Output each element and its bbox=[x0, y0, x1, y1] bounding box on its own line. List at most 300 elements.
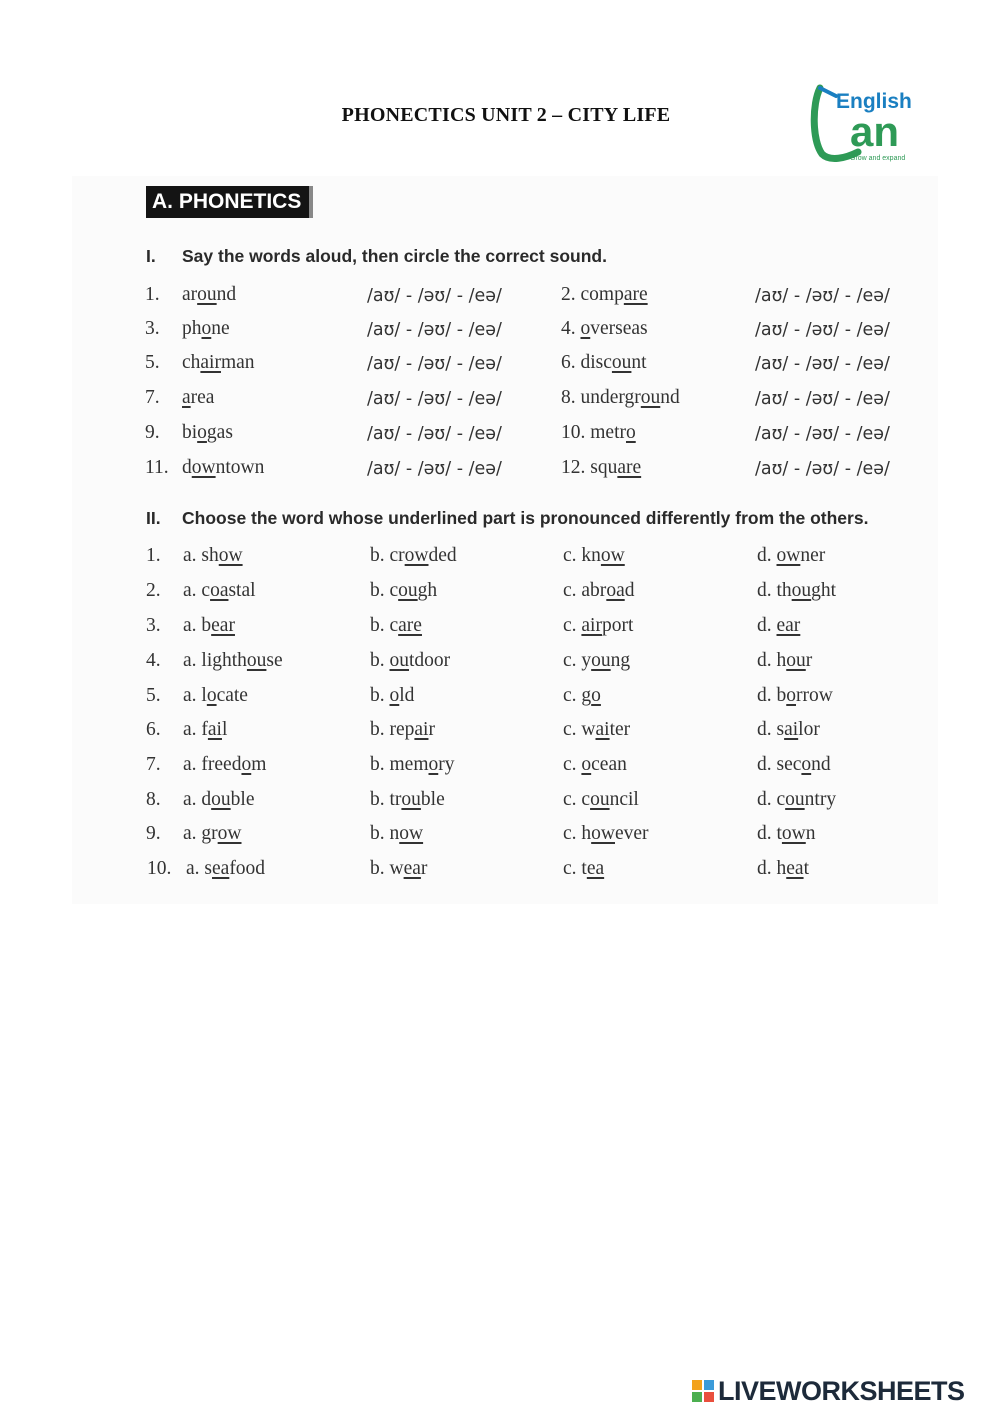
option-letter: a. bbox=[183, 650, 197, 671]
word-part: ne bbox=[211, 318, 230, 339]
item-word bbox=[581, 352, 647, 373]
option-word bbox=[390, 719, 435, 740]
underlined-part: o bbox=[206, 685, 217, 706]
part2-row bbox=[0, 858, 1000, 888]
english-lan-logo bbox=[806, 84, 918, 164]
word-part: stal bbox=[228, 580, 256, 601]
word-part: tdoor bbox=[409, 650, 451, 671]
word-part: b bbox=[776, 685, 787, 706]
underlined-part: are bbox=[617, 457, 642, 478]
word-part: s bbox=[776, 719, 785, 740]
ipa-options[interactable]: /aʊ/ - /əʊ/ - /eə/ bbox=[755, 389, 890, 409]
answer-option[interactable] bbox=[186, 858, 265, 880]
question-number: 6. bbox=[146, 719, 161, 740]
underlined-part: ow bbox=[591, 823, 615, 844]
option-letter: a. bbox=[183, 685, 197, 706]
logo-english-text: English bbox=[836, 90, 912, 113]
word-part: gh bbox=[417, 580, 438, 601]
underlined-part: o bbox=[197, 422, 207, 443]
option-letter: a. bbox=[183, 719, 197, 740]
question-number: 7. bbox=[146, 754, 161, 775]
option-letter: a. bbox=[183, 545, 197, 566]
underlined-part: o bbox=[786, 685, 796, 706]
word-part: ch bbox=[182, 352, 201, 373]
word-part: cr bbox=[389, 545, 405, 566]
option-letter: d. bbox=[757, 545, 772, 566]
part2-row bbox=[0, 789, 1000, 819]
answer-option[interactable] bbox=[183, 754, 266, 776]
word-part: w bbox=[581, 719, 596, 740]
word-part: nd bbox=[216, 284, 237, 305]
option-word bbox=[581, 580, 634, 601]
option-letter: b. bbox=[370, 580, 385, 601]
option-letter: b. bbox=[370, 545, 385, 566]
word-part: se bbox=[266, 650, 283, 671]
answer-option[interactable] bbox=[563, 580, 634, 602]
part1-row bbox=[0, 457, 1000, 487]
underlined-part: ea bbox=[786, 858, 804, 879]
item-word bbox=[590, 457, 641, 478]
answer-option[interactable] bbox=[757, 545, 825, 567]
answer-option[interactable] bbox=[563, 754, 627, 776]
word-part: s bbox=[204, 858, 212, 879]
word-part: n bbox=[389, 823, 400, 844]
word-part: t bbox=[776, 823, 782, 844]
underlined-part: ow bbox=[217, 823, 242, 844]
answer-option[interactable] bbox=[370, 789, 445, 811]
option-letter: b. bbox=[370, 615, 385, 636]
ipa-options[interactable]: /aʊ/ - /əʊ/ - /eə/ bbox=[755, 320, 890, 340]
answer-option[interactable] bbox=[563, 719, 630, 741]
word-cell bbox=[561, 387, 680, 409]
option-letter: d. bbox=[757, 719, 772, 740]
answer-option[interactable] bbox=[370, 685, 414, 707]
option-word bbox=[390, 615, 422, 636]
underlined-part: ea bbox=[403, 858, 421, 879]
word-part: comp bbox=[580, 284, 624, 305]
underlined-part: ow bbox=[218, 545, 243, 566]
question-number: 3. bbox=[146, 615, 161, 636]
liveworksheets-brand: LIVEWORKSHEETS bbox=[718, 1375, 965, 1406]
question-number: 10. bbox=[147, 858, 172, 879]
answer-option[interactable] bbox=[757, 615, 800, 637]
underlined-part: o bbox=[241, 754, 252, 775]
answer-option[interactable] bbox=[370, 823, 423, 845]
part1-row bbox=[0, 318, 1000, 348]
option-letter: c. bbox=[563, 615, 577, 636]
option-letter: b. bbox=[370, 685, 385, 706]
underlined-part: o bbox=[428, 754, 439, 775]
option-letter: a. bbox=[186, 858, 200, 879]
option-word bbox=[390, 858, 428, 879]
item-number: 9. bbox=[145, 422, 160, 443]
word-part: tr bbox=[389, 789, 402, 810]
part2-numeral: II. bbox=[146, 508, 161, 528]
word-part: c bbox=[581, 789, 591, 810]
option-word bbox=[581, 615, 633, 636]
question-number: 2. bbox=[146, 580, 161, 601]
option-word bbox=[777, 650, 813, 671]
option-word bbox=[390, 650, 451, 671]
word-cell bbox=[182, 387, 214, 409]
ipa-options[interactable]: /aʊ/ - /əʊ/ - /eə/ bbox=[367, 354, 502, 374]
item-word bbox=[182, 457, 264, 478]
item-number: 11. bbox=[145, 457, 169, 478]
part2-row bbox=[0, 650, 1000, 680]
word-part: r bbox=[420, 858, 428, 879]
item-number: 10. bbox=[561, 422, 586, 443]
underlined-part: ai bbox=[414, 719, 429, 740]
option-letter: b. bbox=[370, 858, 385, 879]
word-part: h bbox=[581, 823, 592, 844]
answer-option[interactable] bbox=[370, 580, 437, 602]
underlined-part: ou bbox=[591, 650, 611, 671]
option-word bbox=[777, 615, 801, 636]
option-letter: a. bbox=[183, 580, 197, 601]
underlined-part: are bbox=[623, 284, 648, 305]
word-cell bbox=[182, 422, 233, 444]
word-part: w bbox=[389, 858, 404, 879]
item-number: 1. bbox=[145, 284, 160, 305]
ipa-options[interactable]: /aʊ/ - /əʊ/ - /eə/ bbox=[755, 354, 890, 374]
underlined-part: ou bbox=[401, 789, 421, 810]
option-letter: c. bbox=[563, 754, 577, 775]
word-part: b bbox=[201, 615, 212, 636]
item-number: 4. bbox=[561, 318, 576, 339]
answer-option[interactable] bbox=[370, 650, 450, 672]
word-part: g bbox=[581, 685, 592, 706]
ipa-options[interactable]: /aʊ/ - /əʊ/ - /eə/ bbox=[755, 424, 890, 444]
word-part: mem bbox=[389, 754, 429, 775]
word-part: c bbox=[389, 615, 399, 636]
option-word bbox=[581, 823, 648, 844]
word-part: abr bbox=[581, 580, 607, 601]
item-number: 7. bbox=[145, 387, 160, 408]
part1-row bbox=[0, 387, 1000, 417]
word-part: undergr bbox=[580, 387, 641, 408]
word-part: t bbox=[581, 858, 587, 879]
word-part: y bbox=[581, 650, 592, 671]
word-part: h bbox=[776, 650, 787, 671]
question-number: 8. bbox=[146, 789, 161, 810]
logo-graphic bbox=[806, 84, 918, 164]
ipa-options[interactable]: /aʊ/ - /əʊ/ - /eə/ bbox=[367, 459, 502, 479]
word-part: ph bbox=[182, 318, 202, 339]
part2-row bbox=[0, 615, 1000, 645]
option-letter: a. bbox=[183, 615, 197, 636]
part2-row bbox=[0, 580, 1000, 610]
word-part: l bbox=[221, 719, 228, 740]
word-part: ntry bbox=[804, 789, 837, 810]
word-part: d bbox=[182, 457, 192, 478]
answer-option[interactable] bbox=[757, 754, 831, 776]
ipa-options[interactable]: /aʊ/ - /əʊ/ - /eə/ bbox=[367, 320, 502, 340]
word-part: sec bbox=[776, 754, 802, 775]
option-letter: d. bbox=[757, 858, 772, 879]
answer-option[interactable] bbox=[757, 719, 820, 741]
answer-option[interactable] bbox=[563, 545, 625, 567]
answer-option[interactable] bbox=[563, 858, 604, 880]
option-letter: b. bbox=[370, 789, 385, 810]
option-word bbox=[390, 545, 457, 566]
logo-tagline: Grow and expand bbox=[850, 155, 906, 162]
word-cell bbox=[561, 457, 641, 479]
underlined-part: a bbox=[182, 387, 191, 408]
option-letter: c. bbox=[563, 685, 577, 706]
word-part: h bbox=[776, 858, 787, 879]
word-cell bbox=[182, 352, 255, 374]
option-word bbox=[201, 823, 241, 844]
answer-option[interactable] bbox=[183, 719, 227, 741]
part2-instruction-line bbox=[146, 508, 868, 529]
word-part: port bbox=[601, 615, 634, 636]
option-letter: b. bbox=[370, 650, 385, 671]
underlined-part: ow bbox=[191, 457, 216, 478]
liveworksheets-footer bbox=[692, 1374, 965, 1408]
option-word bbox=[581, 754, 626, 775]
underlined-part: ea bbox=[586, 858, 605, 879]
option-word bbox=[581, 650, 630, 671]
answer-option[interactable] bbox=[757, 823, 816, 845]
underlined-part: ou bbox=[611, 352, 632, 373]
option-word bbox=[777, 685, 833, 706]
word-part: ner bbox=[800, 545, 826, 566]
option-word bbox=[201, 719, 227, 740]
word-part: rrow bbox=[796, 685, 833, 706]
item-number: 5. bbox=[145, 352, 160, 373]
answer-option[interactable] bbox=[370, 615, 422, 637]
underlined-part: ou bbox=[785, 789, 805, 810]
answer-option[interactable] bbox=[183, 650, 283, 672]
answer-option[interactable] bbox=[757, 580, 836, 602]
option-word bbox=[777, 719, 820, 740]
option-word bbox=[777, 858, 809, 879]
option-word bbox=[390, 685, 415, 706]
underlined-part: ow bbox=[781, 823, 806, 844]
answer-option[interactable] bbox=[563, 615, 633, 637]
option-letter: c. bbox=[563, 858, 577, 879]
word-part: m bbox=[251, 754, 267, 775]
word-part: ght bbox=[811, 580, 837, 601]
word-part: ntown bbox=[215, 457, 265, 478]
part2-instruction: Choose the word whose underlined part is pronounced differently from the others. bbox=[182, 508, 869, 528]
part1-row bbox=[0, 284, 1000, 314]
option-word bbox=[201, 545, 242, 566]
underlined-part: ai bbox=[207, 719, 222, 740]
word-part: cean bbox=[591, 754, 627, 775]
underlined-part: o bbox=[580, 318, 591, 339]
question-number: 9. bbox=[146, 823, 161, 844]
item-word bbox=[581, 318, 648, 339]
answer-option[interactable] bbox=[757, 650, 812, 672]
word-part: ar bbox=[182, 284, 198, 305]
question-number: 1. bbox=[146, 545, 161, 566]
option-word bbox=[777, 545, 826, 566]
word-part: sh bbox=[201, 545, 219, 566]
underlined-part: air bbox=[581, 615, 602, 636]
answer-option[interactable] bbox=[757, 789, 836, 811]
word-part: l bbox=[201, 685, 207, 706]
section-banner: A. PHONETICS bbox=[146, 186, 313, 218]
option-letter: d. bbox=[757, 615, 772, 636]
item-number: 3. bbox=[145, 318, 160, 339]
option-letter: b. bbox=[370, 719, 385, 740]
option-word bbox=[390, 580, 438, 601]
option-letter: a. bbox=[183, 789, 197, 810]
item-number: 12. bbox=[561, 457, 586, 478]
answer-option[interactable] bbox=[563, 789, 639, 811]
option-word bbox=[581, 719, 630, 740]
option-letter: a. bbox=[183, 823, 197, 844]
word-part: kn bbox=[581, 545, 601, 566]
ipa-options[interactable]: /aʊ/ - /əʊ/ - /eə/ bbox=[755, 286, 890, 306]
liveworksheets-icon bbox=[692, 1380, 714, 1402]
option-word bbox=[777, 754, 831, 775]
word-part: ble bbox=[420, 789, 445, 810]
underlined-part: ow bbox=[600, 545, 625, 566]
underlined-part: ear bbox=[776, 615, 801, 636]
answer-option[interactable] bbox=[370, 545, 457, 567]
item-word bbox=[182, 284, 236, 305]
underlined-part: oa bbox=[606, 580, 625, 601]
part2-row bbox=[0, 685, 1000, 715]
part2-row bbox=[0, 823, 1000, 853]
option-word bbox=[390, 823, 424, 844]
word-part: food bbox=[229, 858, 266, 879]
option-letter: d. bbox=[757, 685, 772, 706]
option-letter: d. bbox=[757, 789, 772, 810]
underlined-part: o bbox=[201, 318, 212, 339]
word-part: nt bbox=[631, 352, 647, 373]
word-part: rep bbox=[389, 719, 415, 740]
ipa-options[interactable]: /aʊ/ - /əʊ/ - /eə/ bbox=[367, 424, 502, 444]
answer-option[interactable] bbox=[563, 685, 601, 707]
word-part: nd bbox=[660, 387, 680, 408]
item-word bbox=[182, 318, 230, 339]
word-part: lor bbox=[798, 719, 820, 740]
word-part: ld bbox=[399, 685, 415, 706]
word-part: gr bbox=[201, 823, 218, 844]
answer-option[interactable] bbox=[183, 580, 256, 602]
word-cell bbox=[182, 457, 264, 479]
answer-option[interactable] bbox=[563, 823, 649, 845]
option-letter: c. bbox=[563, 545, 577, 566]
option-letter: c. bbox=[563, 580, 577, 601]
option-word bbox=[201, 685, 248, 706]
option-word bbox=[581, 545, 624, 566]
question-number: 5. bbox=[146, 685, 161, 706]
answer-option[interactable] bbox=[563, 650, 630, 672]
ipa-options[interactable]: /aʊ/ - /əʊ/ - /eə/ bbox=[755, 459, 890, 479]
part1-instruction: Say the words aloud, then circle the correct sound. bbox=[182, 246, 607, 266]
option-word bbox=[777, 789, 837, 810]
underlined-part: ai bbox=[595, 719, 610, 740]
word-part: bi bbox=[182, 422, 198, 443]
page-title: PHONECTICS UNIT 2 – CITY LIFE bbox=[341, 104, 671, 126]
part2-row bbox=[0, 545, 1000, 575]
option-word bbox=[201, 754, 266, 775]
word-part: freed bbox=[201, 754, 242, 775]
part1-instruction-line bbox=[146, 246, 607, 267]
word-cell bbox=[182, 318, 230, 340]
answer-option[interactable] bbox=[757, 685, 833, 707]
word-part: ble bbox=[230, 789, 255, 810]
word-part: d bbox=[201, 789, 212, 810]
underlined-part: o bbox=[389, 685, 400, 706]
word-part: man bbox=[220, 352, 255, 373]
option-word bbox=[201, 580, 255, 601]
answer-option[interactable] bbox=[370, 754, 455, 776]
underlined-part: ou bbox=[211, 789, 231, 810]
question-number: 4. bbox=[146, 650, 161, 671]
option-letter: c. bbox=[563, 823, 577, 844]
answer-option[interactable] bbox=[183, 789, 254, 811]
underlined-part: ai bbox=[784, 719, 799, 740]
part1-row bbox=[0, 422, 1000, 452]
underlined-part: o bbox=[801, 754, 812, 775]
answer-option[interactable] bbox=[183, 615, 235, 637]
part2-row bbox=[0, 754, 1000, 784]
underlined-part: ou bbox=[389, 650, 409, 671]
word-cell bbox=[561, 318, 648, 340]
option-word bbox=[581, 789, 638, 810]
answer-option[interactable] bbox=[757, 858, 809, 880]
underlined-part: ou bbox=[197, 284, 217, 305]
underlined-part: ow bbox=[399, 823, 424, 844]
underlined-part: ou bbox=[590, 789, 610, 810]
option-letter: c. bbox=[563, 650, 577, 671]
item-word bbox=[182, 352, 255, 373]
answer-option[interactable] bbox=[183, 545, 243, 567]
option-letter: d. bbox=[757, 754, 772, 775]
item-word bbox=[590, 422, 635, 443]
underlined-part: ea bbox=[212, 858, 230, 879]
option-word bbox=[201, 615, 235, 636]
word-part: lighth bbox=[201, 650, 247, 671]
underlined-part: oa bbox=[210, 580, 229, 601]
option-word bbox=[201, 789, 254, 810]
item-word bbox=[182, 387, 214, 408]
item-number: 8. bbox=[561, 387, 576, 408]
item-word bbox=[581, 284, 648, 305]
item-word bbox=[581, 387, 680, 408]
option-word bbox=[581, 858, 604, 879]
word-part: ry bbox=[438, 754, 455, 775]
underlined-part: o bbox=[591, 685, 601, 706]
underlined-part: are bbox=[398, 615, 422, 636]
ipa-options[interactable]: /aʊ/ - /əʊ/ - /eə/ bbox=[367, 389, 502, 409]
ipa-options[interactable]: /aʊ/ - /əʊ/ - /eə/ bbox=[367, 286, 502, 306]
part2-row bbox=[0, 719, 1000, 749]
underlined-part: ou bbox=[791, 580, 812, 601]
answer-option[interactable] bbox=[183, 823, 242, 845]
option-letter: a. bbox=[183, 754, 197, 775]
underlined-part: ou bbox=[786, 650, 806, 671]
word-cell bbox=[182, 284, 236, 306]
answer-option[interactable] bbox=[370, 719, 435, 741]
item-word bbox=[182, 422, 233, 443]
word-part: ded bbox=[428, 545, 457, 566]
option-letter: c. bbox=[563, 789, 577, 810]
word-part: n bbox=[805, 823, 816, 844]
word-part: ter bbox=[609, 719, 631, 740]
part1-row bbox=[0, 352, 1000, 382]
option-letter: d. bbox=[757, 650, 772, 671]
word-part: c bbox=[201, 580, 211, 601]
word-part: metr bbox=[590, 422, 626, 443]
answer-option[interactable] bbox=[183, 685, 248, 707]
answer-option[interactable] bbox=[370, 858, 427, 880]
